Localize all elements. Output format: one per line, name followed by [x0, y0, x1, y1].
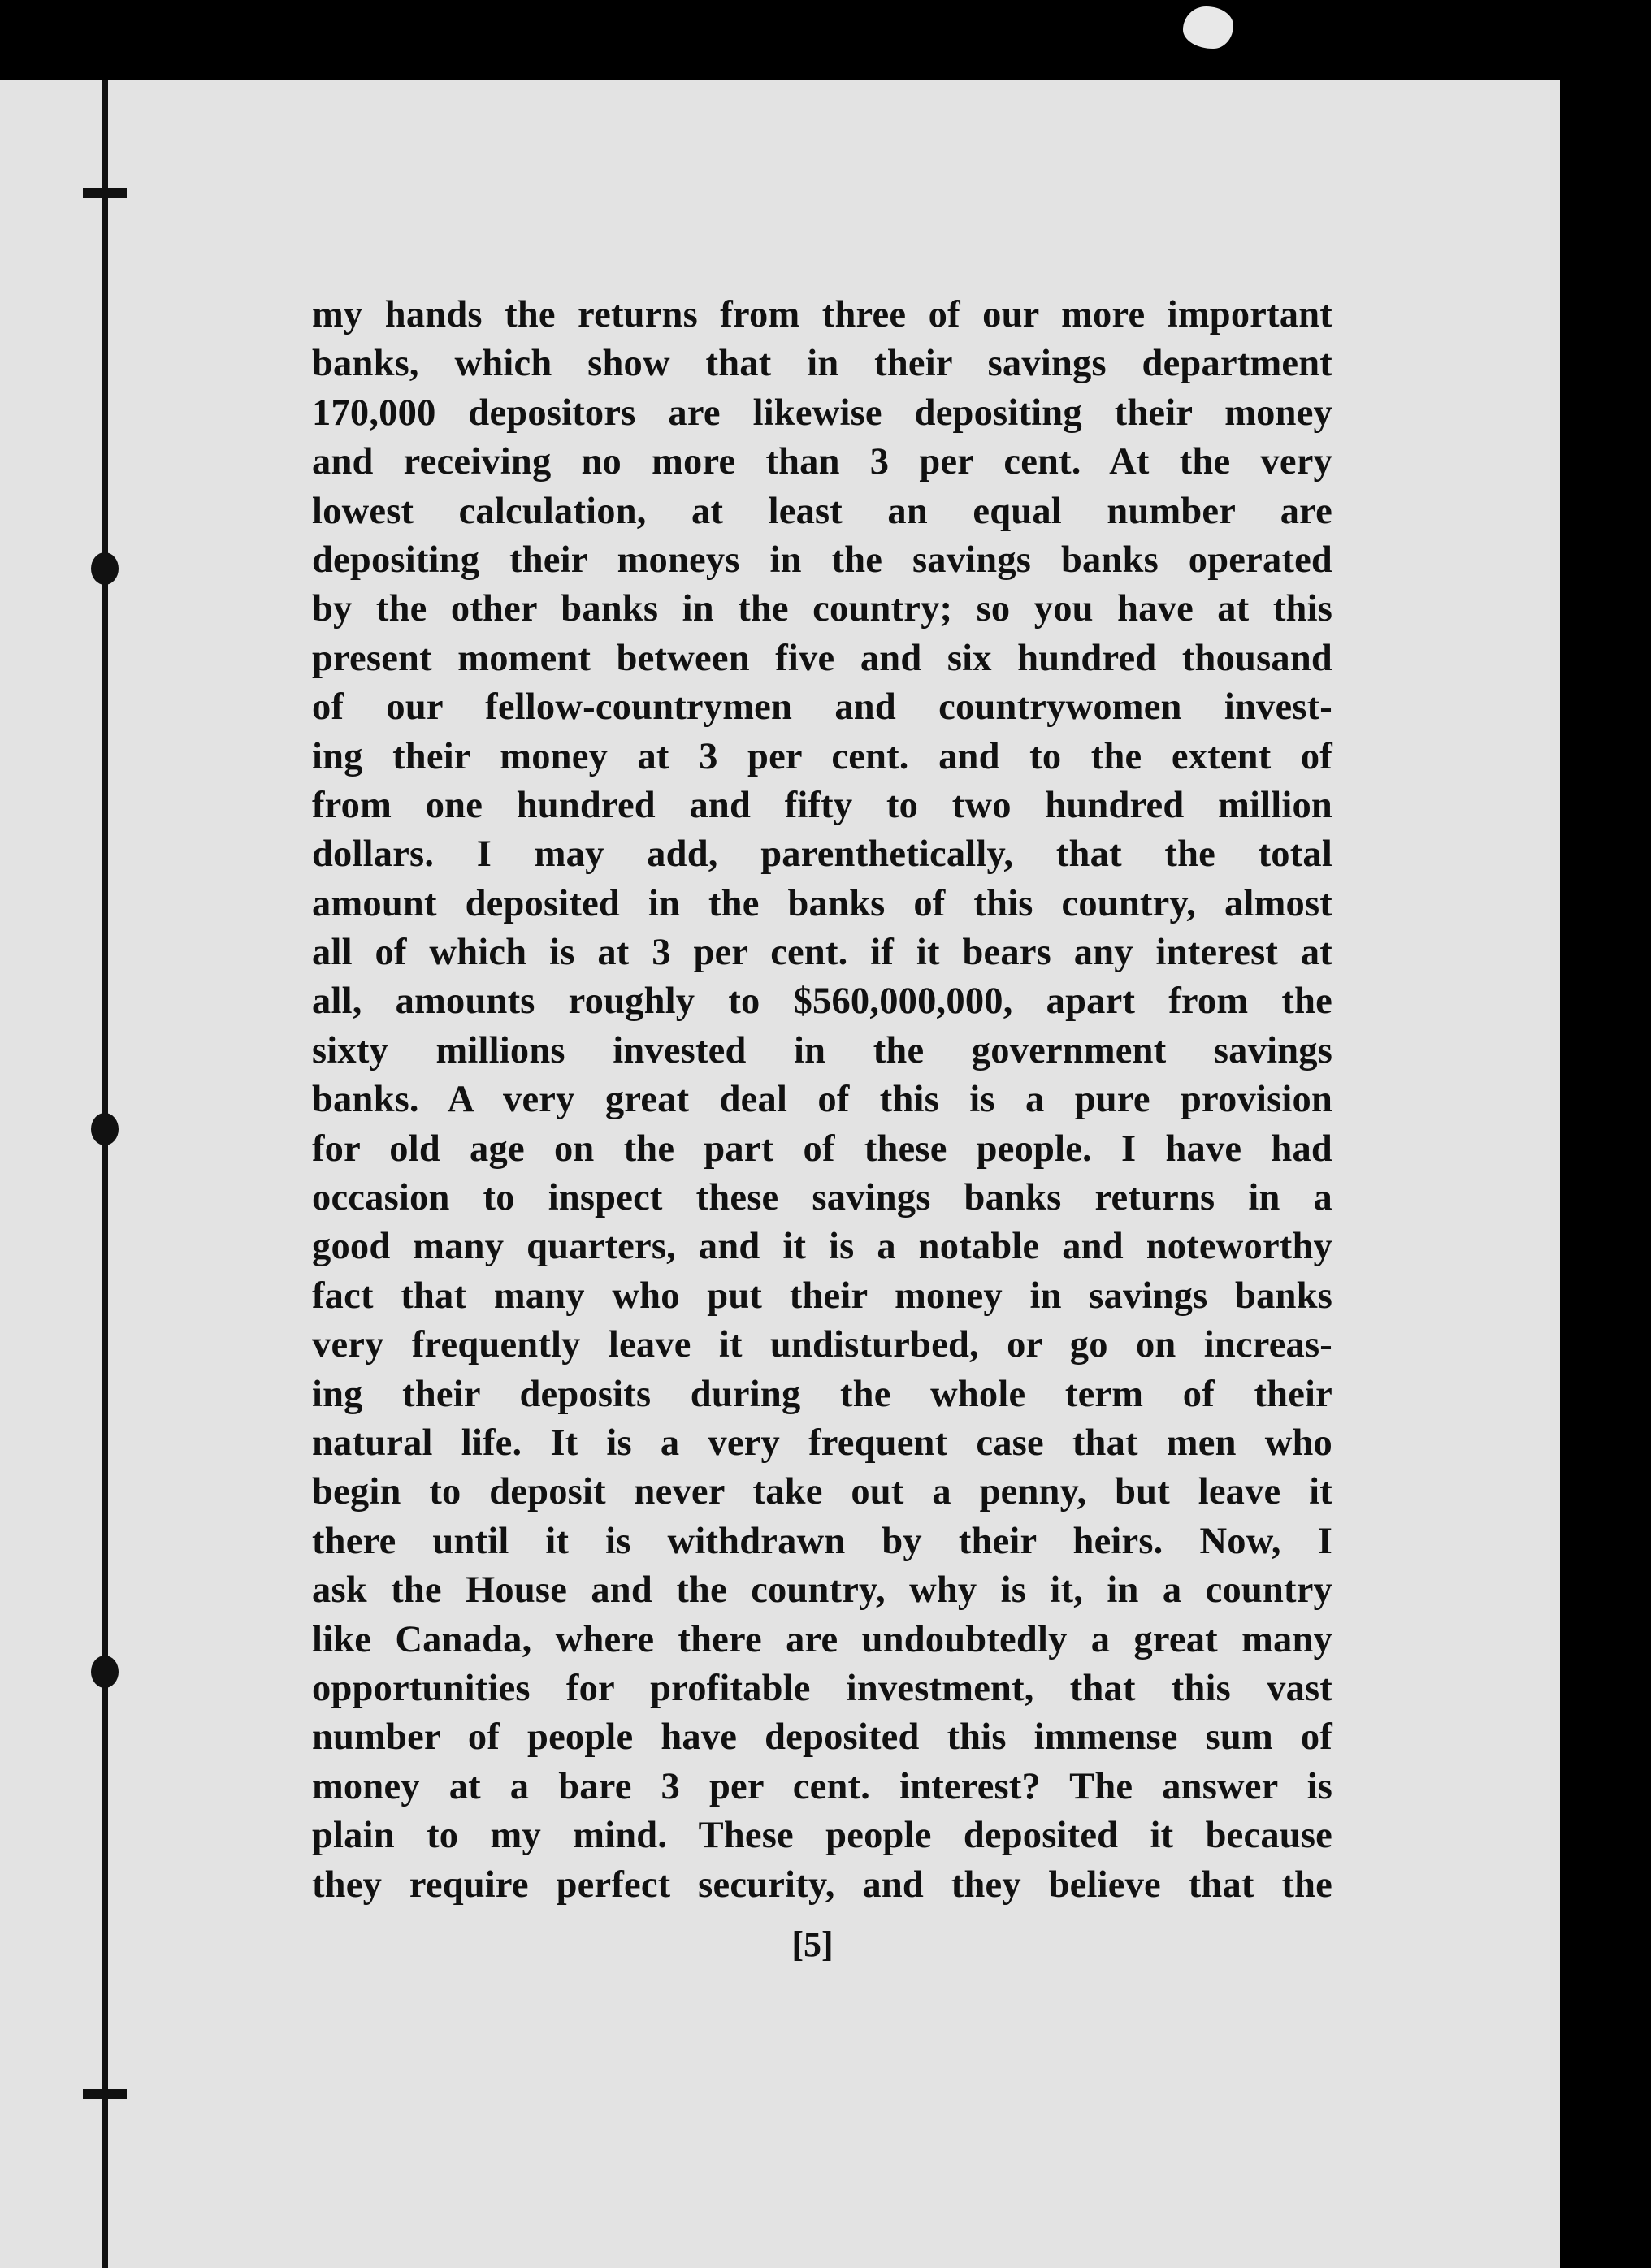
text-line: all of which is at 3 per cent. if it bears any interest at	[312, 932, 1332, 974]
text-line: banks. A very great deal of this is a pure provision	[312, 1079, 1332, 1121]
text-line: number of people have deposited this immense sum of	[312, 1716, 1332, 1759]
text-line: occasion to inspect these savings banks returns in a	[312, 1177, 1332, 1219]
body-text	[312, 291, 1332, 1910]
binding-mark	[83, 188, 127, 198]
text-line: by the other banks in the country; so you have at this	[312, 588, 1332, 630]
binding-mark	[91, 552, 119, 585]
text-line: all, amounts roughly to $560,000,000, apart from the	[312, 980, 1332, 1023]
text-line: ask the House and the country, why is it, in a country	[312, 1569, 1332, 1612]
text-line: depositing their moneys in the savings banks operated	[312, 539, 1332, 581]
text-line: from one hundred and fifty to two hundred million	[312, 784, 1332, 826]
text-line: and receiving no more than 3 per cent. At the very	[312, 441, 1332, 483]
binding-mark	[91, 1656, 119, 1688]
text-line: good many quarters, and it is a notable and noteworthy	[312, 1226, 1332, 1268]
text-line: very frequently leave it undisturbed, or go on increas-	[312, 1324, 1332, 1366]
text-line: 170,000 depositors are likewise depositing their money	[312, 392, 1332, 434]
text-line: like Canada, where there are undoubtedly a great many	[312, 1618, 1332, 1660]
binding-line	[102, 80, 108, 2268]
text-line: lowest calculation, at least an equal number are	[312, 490, 1332, 532]
text-line: dollars. I may add, parenthetically, that the total	[312, 833, 1332, 876]
text-line: my hands the returns from three of our more important	[312, 294, 1332, 335]
text-line: plain to my mind. These people deposited it because	[312, 1815, 1332, 1857]
text-line: natural life. It is a very frequent case that men who	[312, 1422, 1332, 1464]
text-line: fact that many who put their money in savings banks	[312, 1275, 1332, 1317]
binding-mark	[91, 1113, 119, 1145]
text-line: present moment between five and six hundred thousand	[312, 637, 1332, 679]
text-line: there until it is withdrawn by their heirs. Now, I	[312, 1520, 1332, 1562]
text-line: begin to deposit never take out a penny, but leave it	[312, 1471, 1332, 1513]
page-number: [5]	[791, 1924, 834, 1964]
text-line: ing their money at 3 per cent. and to the extent of	[312, 735, 1332, 777]
text-line: they require perfect security, and they believe that the	[312, 1863, 1332, 1906]
scan-top-border	[0, 0, 1651, 80]
binding-mark	[83, 2089, 127, 2099]
scan-right-border	[1560, 80, 1651, 2268]
text-line: money at a bare 3 per cent. interest? The answer is	[312, 1765, 1332, 1807]
text-line: ing their deposits during the whole term of their	[312, 1373, 1332, 1415]
scan-artifact	[1183, 6, 1233, 49]
text-line: opportunities for profitable investment, that this vast	[312, 1667, 1332, 1709]
text-line: sixty millions invested in the government savings	[312, 1029, 1332, 1071]
text-line: for old age on the part of these people. I have had	[312, 1128, 1332, 1170]
text-line: amount deposited in the banks of this country, almost	[312, 882, 1332, 924]
text-line: of our fellow-countrymen and countrywomen invest-	[312, 686, 1332, 729]
text-line: banks, which show that in their savings department	[312, 343, 1332, 385]
